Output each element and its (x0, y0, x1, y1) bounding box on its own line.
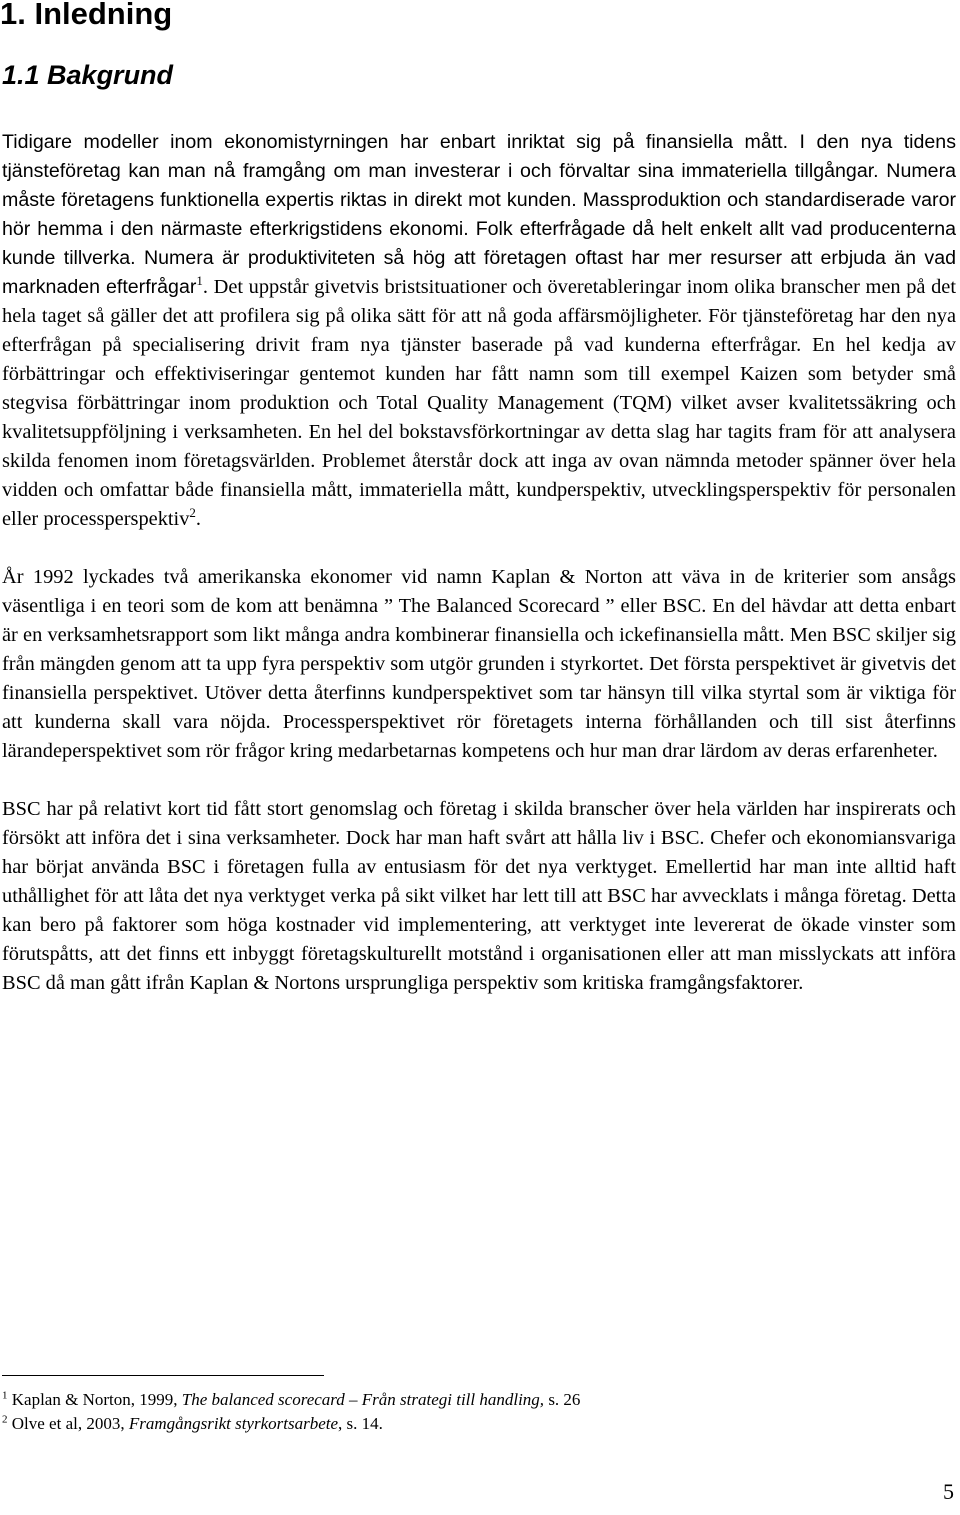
footnote-ref-2[interactable]: 2 (189, 505, 196, 521)
paragraph-3: BSC har på relativt kort tid fått stort genomslag och företag i skilda branscher över hela världen har inspirerats och försökt att införa det i sina verksamheter. Dock har man haft svårt att hålla liv i BSC. Chefer och ekonomiansvariga har börjat använda BSC i företagen fulla av entusiasm för det nya verktyget. Emellertid har man inte alltid haft uthållighet för att låta det nya verktyget verka på sikt vilket har lett till att BSC har avvecklats i många företag. Detta kan bero på faktorer som höga kostnader vid implementering, att verktyget inte levererat de ökade vinster som förutspåtts, att det finns ett inbyggt företagskulturellt motstånd i organisationen eller att man misslyckats att införa BSC då man gått ifrån Kaplan & Nortons ursprungliga perspektiv som kritiska framgångsfaktorer. (2, 798, 956, 994)
footnote-suffix: , s. 14. (338, 1414, 383, 1433)
page-number: 5 (943, 1479, 954, 1504)
paragraph-1-tail: . (195, 508, 202, 530)
footnote-2 (2, 1412, 952, 1436)
paragraph-1-serif-text: . Det uppstår givetvis bristsituationer och överetableringar inom olika branscher men på det hela taget så gäller det att profilera sig på olika sätt för att nå goda affärsmöjligheter. För tjänsteföretag har den nya efterfrågan på specialisering drivit fram nya tjänster baserade på vad kunderna efterfrågar. En hel kedja av förbättringar och effektiviseringar gentemot kunden har fått namn som till exempel Kaizen som betyder små stegvisa förbättringar inom produktion och Total Quality Management (TQM) vilket avser kvalitetssäkring och kvalitetsuppföljning i verksamheten. En hel del bokstavsförkortningar av detta slag har tagits fram för att analysera skilda fenomen inom företagsvärlden. Problemet återstår dock att inga av ovan nämnda metoder spänner över hela vidden och omfattar både finansiella mått, immateriella mått, kundperspektiv, utvecklingsperspektiv för personalen eller processperspektiv (2, 276, 956, 530)
chapter-heading: 1. Inledning (0, 0, 173, 31)
paragraph-1 (2, 128, 956, 534)
footnote-title: The balanced scorecard – Från strategi till handling, (181, 1390, 545, 1409)
footnote-number: 2 (2, 1413, 8, 1426)
footnote-number: 1 (2, 1389, 8, 1402)
section-heading: 1.1 Bakgrund (2, 60, 174, 90)
footnotes (2, 1388, 952, 1436)
paragraph-2: År 1992 lyckades två amerikanska ekonomer vid namn Kaplan & Norton att väva in de kriterier som ansågs väsentliga i en teori som de kom att benämna ” The Balanced Scorecard ” eller BSC. En del hävdar att detta enbart är en verksamhetsrapport som likt många andra kombinerar finansiella och ickefinansiella mått. Men BSC skiljer sig från mängden genom att ta upp fyra perspektiv som utgör grunden i styrkortet. Det första perspektivet är givetvis det finansiella perspektivet. Utöver detta återfinns kundperspektivet som tar hänsyn till vilka styrtal som är viktiga för att kunderna skall vara nöjda. Processperspektivet rör företagets interna förhållanden och till sist återfinns lärandeperspektivet som rör frågor kring medarbetarnas kompetens och hur man drar lärdom av deras erfarenheter. (2, 566, 956, 762)
footnote-prefix: Olve et al, 2003, (11, 1414, 129, 1433)
footnote-title: Framgångsrikt styrkortsarbete (128, 1414, 339, 1433)
body-text (2, 128, 956, 1027)
footnote-prefix: Kaplan & Norton, 1999, (11, 1390, 182, 1409)
footnote-ref-1[interactable]: 1 (196, 273, 203, 289)
footnote-1 (2, 1388, 952, 1412)
footnote-separator (2, 1375, 324, 1376)
paragraph-1-sans-text: Tidigare modeller inom ekonomistyrningen har enbart inriktat sig på finansiella mått. I den nya tidens tjänsteföretag kan man nå framgång om man investerar i och förvaltar sina immateriella tillgångar. Numera måste företagens funktionella expertis riktas in direkt mot kunden. Massproduktion och standardiserade varor hör hemma i den närmaste efterkrigstidens ekonomi. Folk efterfrågade då helt enkelt allt vad producenterna kunde tillverka. Numera är produktiviteten så hög att företagen oftast har mer resurser att erbjuda än vad marknaden efterfrågar (2, 131, 956, 298)
footnote-suffix: s. 26 (544, 1390, 581, 1409)
